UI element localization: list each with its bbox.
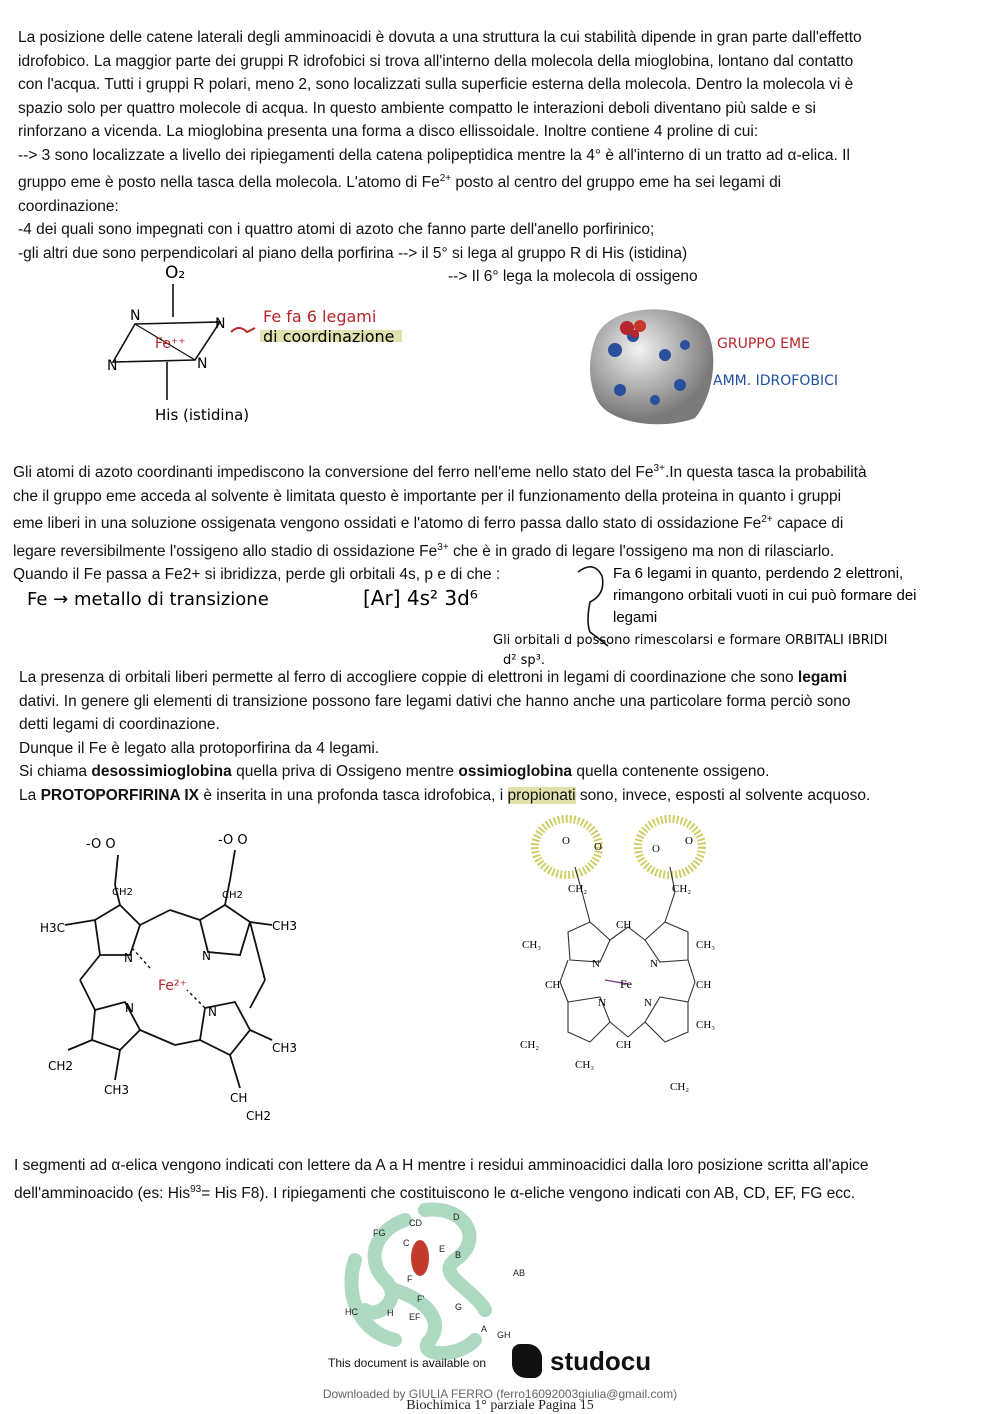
fe-label: Fe²⁺ [158, 978, 187, 994]
nitrogen-label: N [107, 358, 118, 374]
text-line: dell'amminoacido (es: His$^{93}$= His F8). I ripiegamenti che costituiscono le α-eliche vengono indicati con AB, CD, EF, FG ecc. [14, 1183, 856, 1202]
nitrogen-label: N [197, 356, 208, 372]
studocu-brand: studocu [550, 1346, 652, 1376]
myoglobin-helix-diagram [335, 1200, 535, 1365]
config-note: [Ar] 4s² 3d⁶ [363, 586, 478, 610]
helix-label: C [403, 1238, 410, 1248]
text-line: Quando il Fe passa a Fe2+ si ibridizza, perde gli orbitali 4s, p e di che : [13, 566, 501, 584]
text-line: eme liberi in una soluzione ossigenata vengono ossidati e l'atomo di ferro passa dallo stato di ossidazione $Fe^{2+}$ capace di [13, 514, 844, 533]
oxygen-label: O [594, 841, 602, 853]
intro-paragraph [18, 26, 988, 289]
ch2-label: CH2 [222, 890, 243, 901]
ch-label: CH [616, 1039, 632, 1051]
page-footer: Biochimica 1° parziale Pagina 15 [406, 1398, 594, 1413]
ch2-label: CH₂ [520, 1039, 540, 1051]
helix-label: AB [513, 1268, 526, 1278]
text-line: Dunque il Fe è legato alla protoporfirina da 4 legami. [19, 739, 380, 757]
oxygen-label: O [652, 843, 660, 855]
heme-group-label: GRUPPO EME [717, 336, 810, 352]
text-line: Si chiama desossimioglobina quella priva di Ossigeno mentre ossimioglobina quella contenente ossigeno. [19, 763, 770, 780]
text-line: --> 3 sono localizzate a livello dei ripiegamenti della catena polipeptidica mentre la 4° è all'interno di un tratto ad α-elica. Il [18, 146, 850, 164]
text-line: detti legami di coordinazione. [19, 716, 220, 733]
ch3-label: CH₃ [522, 939, 542, 951]
download-notice: Downloaded by GIULIA FERRO (ferro16092003giulia@gmail.com) [322, 1387, 678, 1401]
carboxylate-label: -O O [86, 837, 116, 852]
nitrogen-label: N [644, 997, 652, 1009]
oxygen-label: O [685, 835, 693, 847]
text-line: legare reversibilmente l'ossigeno allo stadio di ossidazione $Fe^{3+}$ che è in grado di legare l'ossigeno ma non di rilasciarlo. [13, 541, 835, 560]
helix-label: GH [497, 1330, 511, 1340]
ch3-label: CH₃ [696, 939, 716, 951]
ch2-label: CH₂ [568, 883, 588, 895]
histidine-label: His (istidina) [155, 406, 250, 424]
side-note-line: legami [613, 609, 658, 626]
nitrogen-label: N [598, 997, 606, 1009]
studocu-banner [328, 1342, 688, 1382]
helix-paragraph [14, 1154, 994, 1205]
myoglobin-surface-image [585, 300, 915, 430]
note-line: di coordinazione [263, 327, 395, 346]
text-line: --> Il 6° lega la molecola di ossigeno [448, 268, 698, 286]
note-line: Fe fa 6 legami [263, 307, 377, 326]
o2-label: O₂ [165, 263, 186, 283]
methyl-label: CH3 [104, 1083, 130, 1097]
text-line: spazio solo per quattro molecole di acqua. In questo ambiente compatto le interazioni deboli diventano più salde e si [18, 99, 816, 117]
text-line: idrofobico. La maggior parte dei gruppi R idrofobici si trova all'interno della molecola della mioglobina, lontano dal contatto [18, 52, 854, 70]
nitrogen-label: N [592, 958, 600, 970]
helix-label: CD [409, 1218, 422, 1228]
helix-label: G [455, 1302, 463, 1312]
ch-label: CH [696, 979, 712, 991]
fe-label: Fe⁺⁺ [155, 336, 186, 352]
text-line: rinforzano a vicenda. La mioglobina presenta una forma a disco ellissoidale. Inoltre contiene 4 proline di cui: [18, 123, 759, 140]
available-text: This document is available on [328, 1356, 487, 1370]
nitrogen-label: N [208, 1005, 217, 1019]
text-line: -4 dei quali sono impegnati con i quattro atomi di azoto che fanno parte dell'anello porfirinico; [18, 221, 655, 239]
side-note-line: rimangono orbitali vuoti in cui può formare dei [613, 587, 917, 604]
ch2-label: CH2 [246, 1109, 272, 1123]
methyl-label: CH3 [272, 1041, 298, 1055]
methyl-label: H3C [40, 921, 66, 935]
ch2-label: CH₂ [672, 883, 692, 895]
text-line: -gli altri due sono perpendicolari al piano della porfirina --> il 5° si lega al gruppo R di His (istidina) [18, 244, 688, 262]
ch3-label: CH₃ [696, 1019, 716, 1031]
porphyrin-hand-drawing [40, 830, 330, 1125]
helix-label: F' [417, 1294, 425, 1304]
ch2-label: CH2 [112, 887, 133, 898]
helix-label: B [455, 1250, 462, 1260]
ch3-label: CH₃ [575, 1059, 595, 1071]
text-line: dativi. In genere gli elementi di transizione possono fare legami dativi che hanno anche una particolare forma perciò sono [19, 692, 851, 710]
porphyrin-printed-structure [520, 812, 740, 1097]
hybrid-note: d² sp³. [503, 653, 545, 668]
helix-label: FG [373, 1228, 386, 1238]
nitrogen-label: N [125, 1001, 134, 1015]
helix-label: A [481, 1324, 488, 1334]
side-note-line: Fa 6 legami in quanto, perdendo 2 elettroni, [613, 565, 904, 582]
helix-label: E [439, 1244, 446, 1254]
nitrogen-label: N [124, 951, 133, 965]
fe-label: Fe [620, 977, 632, 991]
helix-label: D [453, 1212, 460, 1222]
helix-label: H [387, 1308, 394, 1318]
ch-label: CH [616, 919, 632, 931]
nitrogen-label: N [130, 308, 141, 324]
heme-coordination-sketch [95, 262, 425, 432]
text-line: coordinazione: [18, 197, 119, 215]
studocu-logo-icon [512, 1344, 542, 1378]
text-line: La PROTOPORFIRINA IX è inserita in una profonda tasca idrofobica, i propionati sono, invece, esposti al solvente acquoso. [19, 786, 871, 804]
electron-config-notes [25, 560, 995, 670]
hybrid-note: Gli orbitali d possono rimescolarsi e formare ORBITALI IBRIDI [493, 633, 888, 648]
text-line: I segmenti ad α-elica vengono indicati con lettere da A a H mentre i residui amminoacidici dalla loro posizione scritta all'apice [14, 1157, 869, 1174]
carboxylate-label: -O O [218, 833, 248, 848]
nitrogen-label: N [202, 949, 211, 963]
ch2-label: CH₂ [670, 1081, 690, 1093]
text-line: La presenza di orbitali liberi permette al ferro di accogliere coppie di elettroni in legami di coordinazione che sono legami [19, 669, 847, 686]
helix-label: HC [345, 1307, 358, 1317]
nitrogen-label: N [650, 958, 658, 970]
text-line: che il gruppo eme acceda al solvente è limitata questo è importante per il funzionamento della proteina in quanto i gruppi [13, 487, 842, 505]
orbitals-paragraph [19, 666, 994, 807]
helix-label: EF [409, 1312, 421, 1322]
text-line: con l'acqua. Tutti i gruppi R polari, meno 2, sono localizzati sulla superficie esterna della molecola. Dentro la molecola vi è [18, 76, 854, 93]
helix-label: F [407, 1274, 413, 1284]
text-line: Gli atomi di azoto coordinanti impediscono la conversione del ferro nell'eme nello stato del $Fe^{3+}.In$ questa tasca la probabilità [13, 463, 867, 482]
oxygen-label: O [562, 835, 570, 847]
text-line: gruppo eme è posto nella tasca della molecola. L'atomo di $Fe^{2+}$ posto al centro del gruppo eme ha sei legami di [18, 173, 782, 192]
methyl-label: CH3 [272, 919, 298, 933]
nitrogen-label: N [215, 316, 226, 332]
text-line: La posizione delle catene laterali degli amminoacidi è dovuta a una struttura la cui stabilità dipende in gran parte dall'effetto [18, 29, 862, 46]
ch2-label: CH2 [48, 1059, 74, 1073]
ch-label: CH [545, 979, 561, 991]
ch-label: CH [230, 1091, 248, 1105]
hydrophobic-label: AMM. IDROFOBICI [713, 373, 839, 389]
metal-note: Fe → metallo di transizione [27, 589, 269, 610]
